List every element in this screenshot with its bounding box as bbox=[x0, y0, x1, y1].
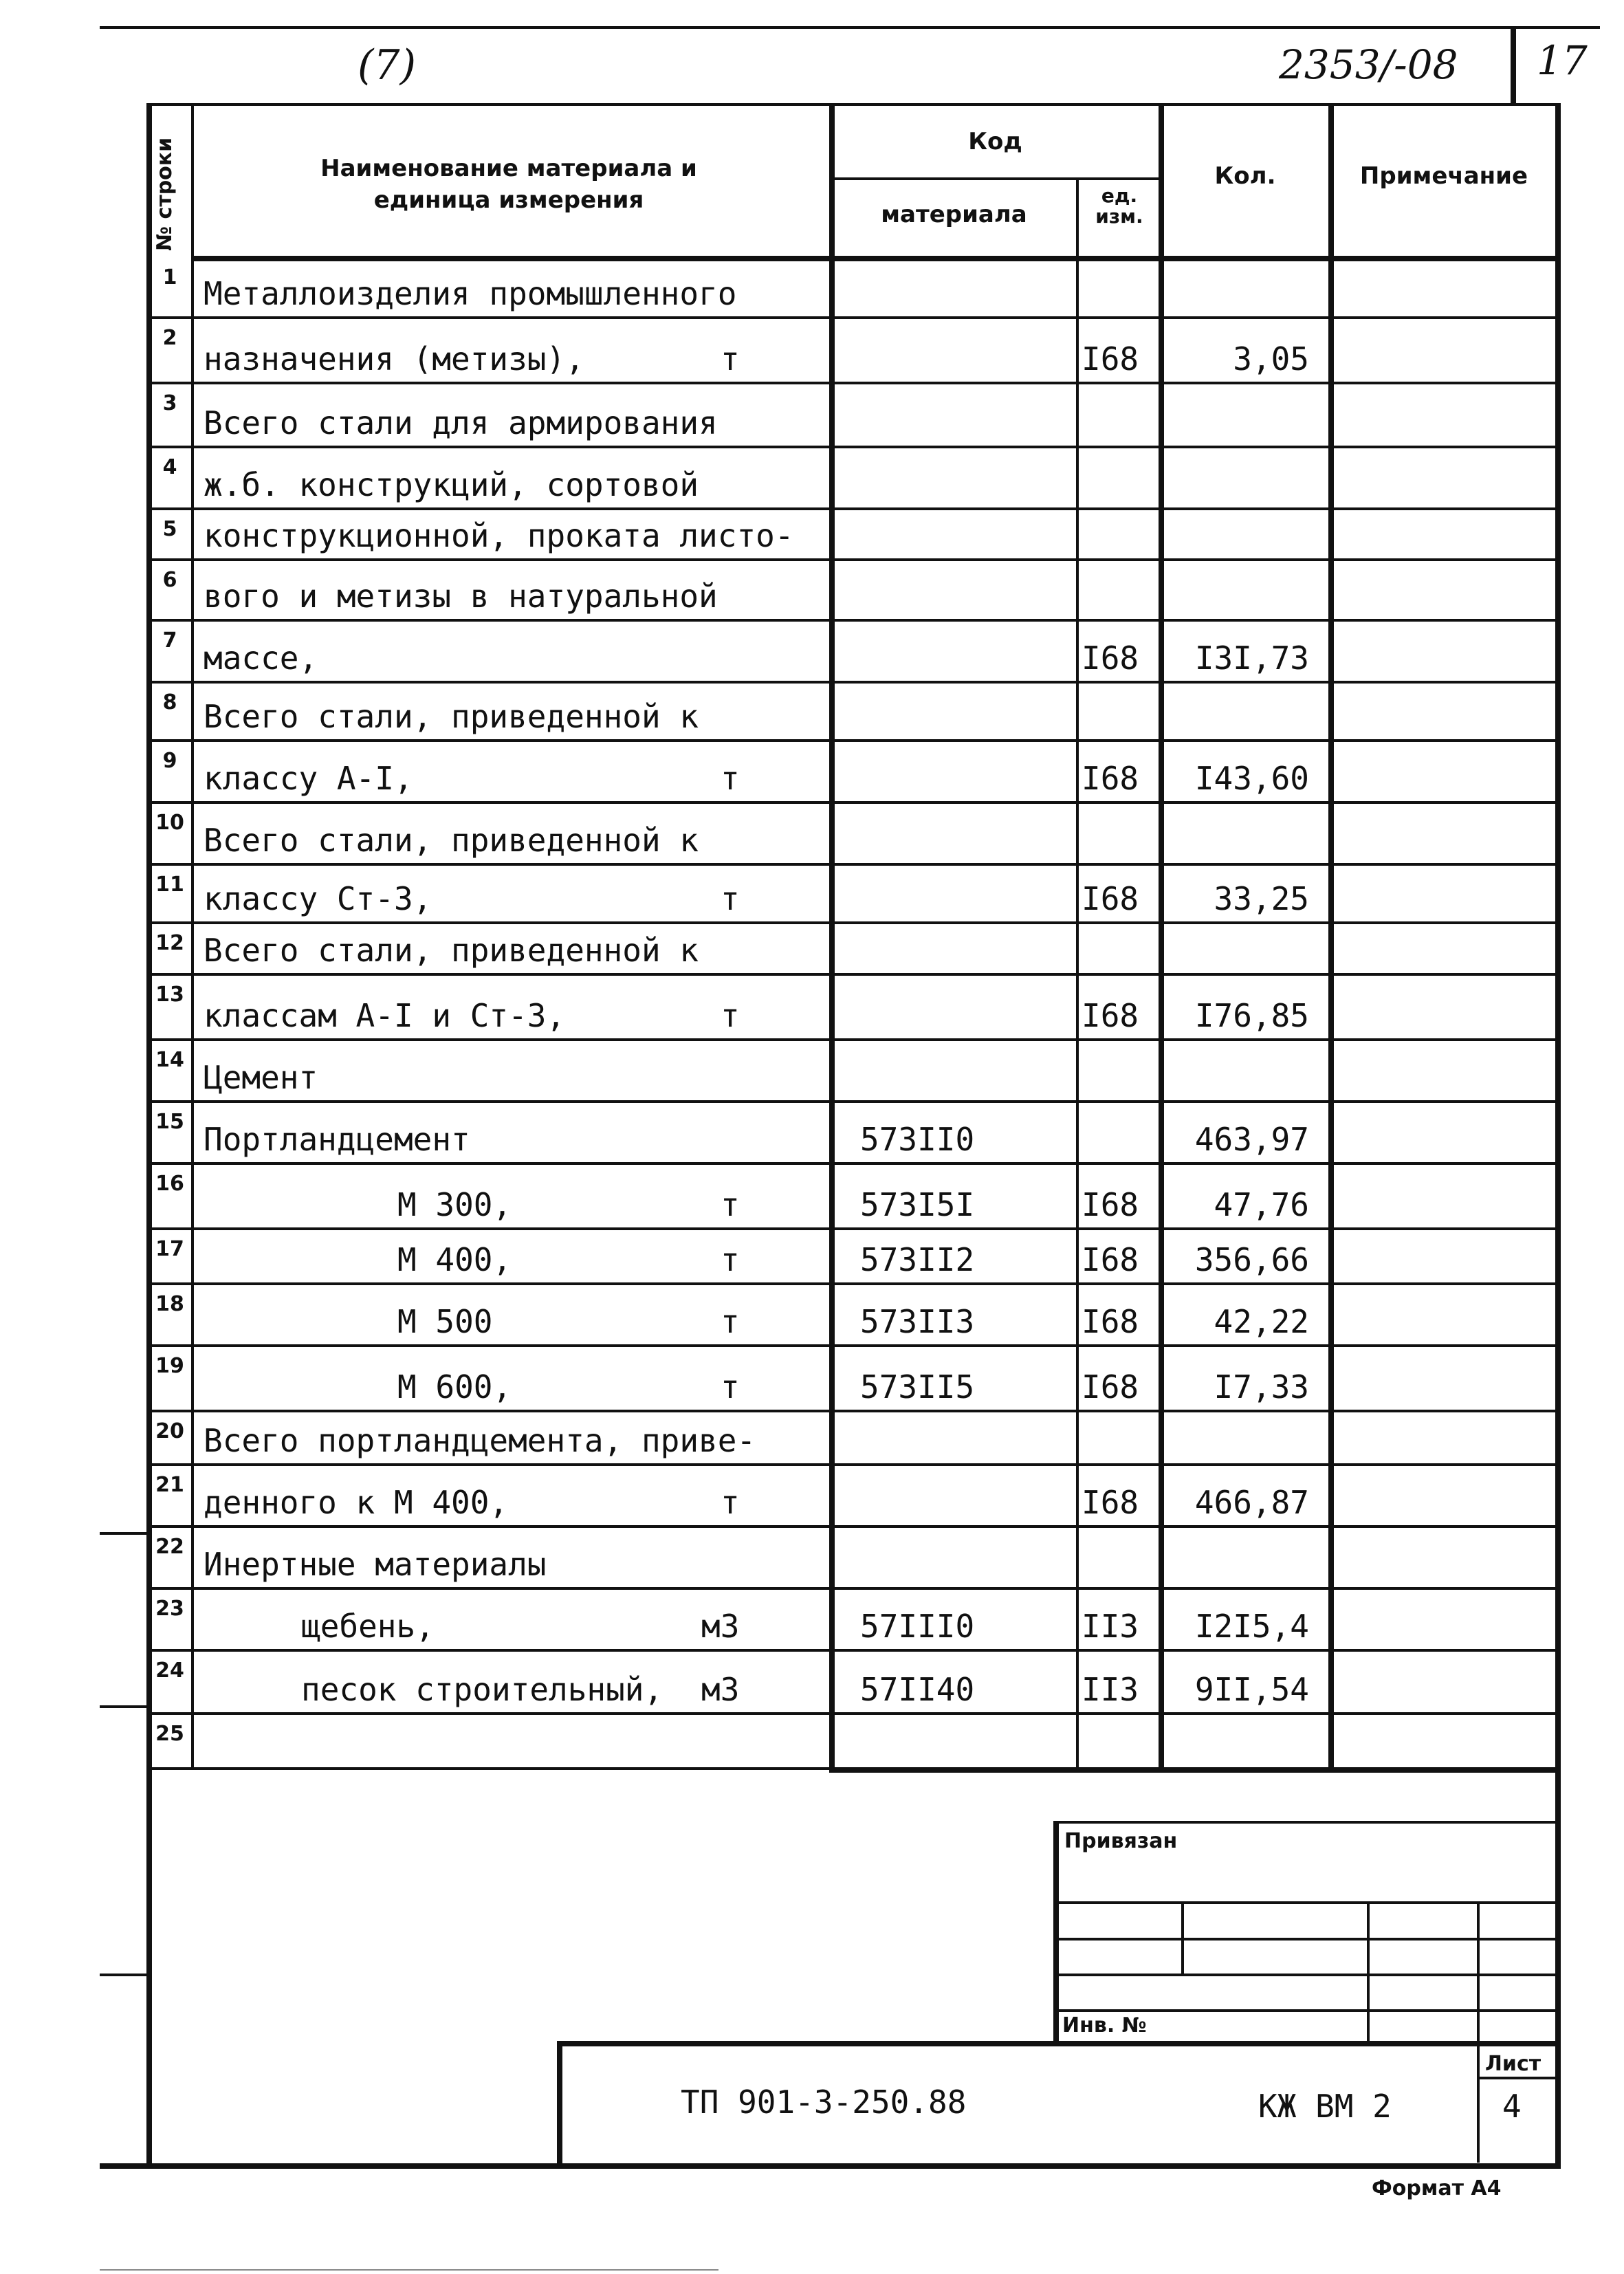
material-name: классам А-I и Ст-3, bbox=[204, 997, 566, 1034]
measure-unit: т bbox=[721, 880, 740, 917]
material-name: назначения (метизы), bbox=[204, 340, 584, 378]
scan-edge-line bbox=[100, 2269, 718, 2271]
row-number: 24 bbox=[155, 1659, 184, 1683]
quantity: 47,76 bbox=[1214, 1186, 1309, 1223]
material-name: вого и метизы в натуральной bbox=[204, 578, 718, 615]
privyazan-label: Привязан bbox=[1064, 1829, 1178, 1853]
quantity: 9II,54 bbox=[1194, 1671, 1309, 1708]
row-number: 4 bbox=[162, 455, 177, 479]
material-code: 573II5 bbox=[860, 1368, 975, 1406]
material-code: 573II0 bbox=[860, 1121, 975, 1158]
row-number: 19 bbox=[155, 1354, 184, 1378]
material-name: классу Ст-3, bbox=[204, 880, 432, 917]
measure-unit: т bbox=[721, 340, 740, 378]
row-number: 12 bbox=[155, 931, 184, 955]
row-number: 2 bbox=[162, 326, 177, 350]
header-qty: Кол. bbox=[1214, 162, 1276, 190]
row-divider bbox=[146, 863, 1558, 866]
sheet-label-title: Лист bbox=[1485, 2052, 1541, 2076]
row-number: 16 bbox=[155, 1172, 184, 1196]
row-divider bbox=[146, 921, 1558, 924]
material-name: песок строительный, bbox=[301, 1671, 663, 1708]
header-material: материала bbox=[881, 201, 1027, 228]
col-rownum-border bbox=[191, 103, 194, 1767]
row-divider bbox=[146, 739, 1558, 742]
row-number: 14 bbox=[155, 1048, 184, 1072]
header-row-no: № строки bbox=[153, 137, 177, 251]
material-name: М 600, bbox=[397, 1368, 512, 1406]
quantity: 466,87 bbox=[1194, 1484, 1309, 1521]
row-divider bbox=[146, 681, 1558, 684]
unit-code: I68 bbox=[1082, 1186, 1139, 1223]
material-name: ж.б. конструкций, сортовой bbox=[204, 466, 699, 503]
row-divider bbox=[146, 382, 1558, 384]
row-number: 13 bbox=[155, 983, 184, 1007]
measure-unit: т bbox=[721, 1368, 740, 1406]
doc-mark: КЖ ВМ 2 bbox=[1258, 2088, 1392, 2125]
row-number: 10 bbox=[155, 811, 184, 835]
material-name: М 500 bbox=[397, 1303, 493, 1340]
unit-code: I68 bbox=[1082, 1484, 1139, 1521]
frame-bottom bbox=[100, 2163, 1561, 2169]
measure-unit: т bbox=[721, 1241, 740, 1278]
unit-code: II3 bbox=[1082, 1608, 1139, 1645]
row-divider bbox=[146, 1100, 1558, 1103]
header-bottom bbox=[191, 256, 1558, 261]
quantity: I3I,73 bbox=[1194, 639, 1309, 677]
col-code-border bbox=[829, 103, 835, 1767]
material-code: 573II2 bbox=[860, 1241, 975, 1278]
header-code: Код bbox=[968, 128, 1022, 155]
material-code: 573I5I bbox=[860, 1186, 975, 1223]
header-name: Наименование материала и единица измерения bbox=[320, 155, 697, 214]
measure-unit: м3 bbox=[701, 1671, 740, 1708]
quantity: I7,33 bbox=[1214, 1368, 1309, 1406]
material-code: 57III0 bbox=[860, 1608, 975, 1645]
measure-unit: т bbox=[721, 1186, 740, 1223]
unit-code: I68 bbox=[1082, 760, 1139, 797]
row-divider bbox=[146, 801, 1558, 804]
format-label: Формат А4 bbox=[1372, 2176, 1502, 2200]
doc-code: 2353/-08 bbox=[1279, 41, 1458, 88]
row-divider bbox=[146, 558, 1558, 561]
row-number: 1 bbox=[162, 265, 177, 289]
row-number: 18 bbox=[155, 1292, 184, 1316]
unit-code: I68 bbox=[1082, 880, 1139, 917]
page-number: 17 bbox=[1537, 37, 1588, 84]
material-name: Цемент bbox=[204, 1059, 318, 1096]
quantity: I43,60 bbox=[1194, 760, 1309, 797]
quantity: 33,25 bbox=[1214, 880, 1309, 917]
measure-unit: т bbox=[721, 997, 740, 1034]
material-name: щебень, bbox=[301, 1608, 435, 1645]
material-name: Всего стали, приведенной к bbox=[204, 932, 699, 969]
frame-right bbox=[1555, 103, 1561, 2165]
row-number: 11 bbox=[155, 873, 184, 897]
row-number: 20 bbox=[155, 1419, 184, 1443]
row-number: 23 bbox=[155, 1597, 184, 1621]
material-name: Металлоизделия промышленного bbox=[204, 275, 737, 312]
material-name: конструкционной, проката листо- bbox=[204, 517, 794, 554]
top-border bbox=[100, 26, 1600, 29]
quantity: I2I5,4 bbox=[1194, 1608, 1309, 1645]
row-divider bbox=[146, 1587, 1558, 1590]
material-name: М 300, bbox=[397, 1186, 512, 1223]
row-number: 22 bbox=[155, 1535, 184, 1559]
row-divider bbox=[146, 1038, 1558, 1041]
row-divider bbox=[146, 446, 1558, 448]
row-divider bbox=[146, 1712, 1558, 1715]
material-name: денного к М 400, bbox=[204, 1484, 509, 1521]
header-unit: ед. изм. bbox=[1095, 184, 1143, 228]
quantity: 3,05 bbox=[1233, 340, 1309, 378]
header-note: Примечание bbox=[1359, 162, 1528, 190]
unit-code: I68 bbox=[1082, 1303, 1139, 1340]
row-divider bbox=[146, 316, 1558, 319]
row-divider bbox=[146, 1282, 1558, 1285]
row-number: 17 bbox=[155, 1237, 184, 1261]
material-name: Всего стали, приведенной к bbox=[204, 698, 699, 735]
page-number-divider bbox=[1511, 26, 1516, 103]
material-name: Портландцемент bbox=[204, 1121, 470, 1158]
row-divider bbox=[146, 1410, 1558, 1412]
sheet-number: 4 bbox=[1502, 2088, 1522, 2125]
row-divider bbox=[146, 1463, 1558, 1466]
margin-mark bbox=[100, 1705, 146, 1708]
quantity: 356,66 bbox=[1194, 1241, 1309, 1278]
measure-unit: м3 bbox=[701, 1608, 740, 1645]
col-note-border bbox=[1328, 103, 1334, 1767]
inv-no-label: Инв. № bbox=[1062, 2013, 1147, 2037]
row-number: 25 bbox=[155, 1722, 184, 1746]
table-bottom bbox=[146, 1767, 831, 1770]
material-name: Всего стали для армирования bbox=[204, 404, 718, 441]
measure-unit: т bbox=[721, 760, 740, 797]
unit-code: I68 bbox=[1082, 1241, 1139, 1278]
table-bottom-thick bbox=[829, 1767, 1558, 1773]
material-name: классу А-I, bbox=[204, 760, 413, 797]
row-number: 3 bbox=[162, 391, 177, 415]
material-name: М 400, bbox=[397, 1241, 512, 1278]
row-divider bbox=[146, 507, 1558, 510]
row-divider bbox=[146, 1162, 1558, 1165]
unit-code: I68 bbox=[1082, 997, 1139, 1034]
row-divider bbox=[146, 1525, 1558, 1528]
margin-mark bbox=[100, 1974, 146, 1976]
code-sub-divider bbox=[829, 177, 1161, 180]
material-name: массе, bbox=[204, 639, 318, 677]
row-divider bbox=[146, 619, 1558, 622]
quantity: I76,85 bbox=[1194, 997, 1309, 1034]
margin-mark bbox=[100, 1532, 146, 1535]
project-code: ТП 901-3-250.88 bbox=[681, 2084, 967, 2121]
material-name: Инертные материалы bbox=[204, 1546, 547, 1583]
quantity: 42,22 bbox=[1214, 1303, 1309, 1340]
row-number: 15 bbox=[155, 1110, 184, 1134]
material-name: Всего портландцемента, приве- bbox=[204, 1422, 756, 1459]
table-top bbox=[146, 103, 1558, 106]
unit-code: I68 bbox=[1082, 639, 1139, 677]
row-number: 5 bbox=[162, 517, 177, 541]
unit-code: I68 bbox=[1082, 340, 1139, 378]
material-code: 57II40 bbox=[860, 1671, 975, 1708]
row-number: 9 bbox=[162, 749, 177, 773]
row-number: 8 bbox=[162, 690, 177, 714]
unit-code: II3 bbox=[1082, 1671, 1139, 1708]
measure-unit: т bbox=[721, 1303, 740, 1340]
row-divider bbox=[146, 1649, 1558, 1652]
row-divider bbox=[146, 1227, 1558, 1230]
material-code: 573II3 bbox=[860, 1303, 975, 1340]
material-name: Всего стали, приведенной к bbox=[204, 822, 699, 859]
sheet-label: (7) bbox=[358, 41, 416, 89]
quantity: 463,97 bbox=[1194, 1121, 1309, 1158]
row-divider bbox=[146, 1344, 1558, 1347]
unit-code: I68 bbox=[1082, 1368, 1139, 1406]
row-divider bbox=[146, 973, 1558, 976]
row-number: 6 bbox=[162, 568, 177, 592]
row-number: 7 bbox=[162, 628, 177, 653]
measure-unit: т bbox=[721, 1484, 740, 1521]
row-number: 21 bbox=[155, 1473, 184, 1497]
col-unit-border bbox=[1076, 177, 1079, 1767]
